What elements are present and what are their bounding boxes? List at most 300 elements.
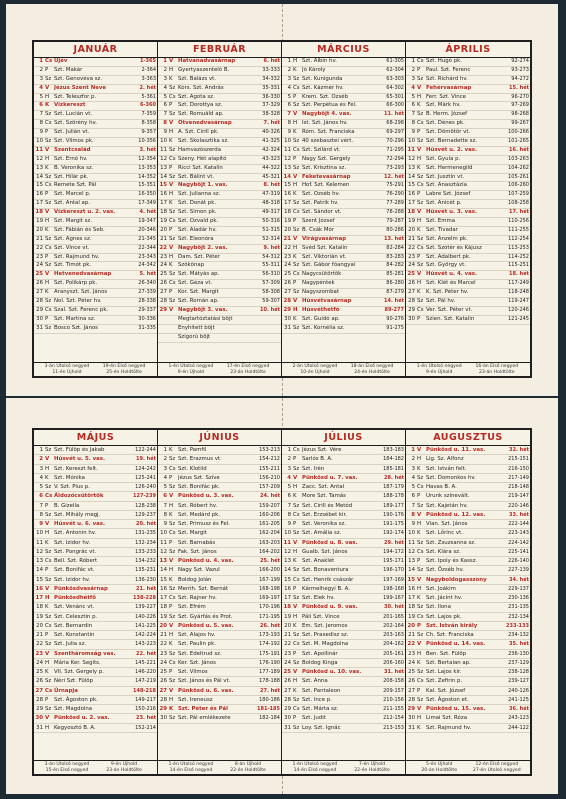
weekday-abbr: Cs xyxy=(417,613,424,620)
weekday-abbr: V xyxy=(293,604,298,611)
day-row xyxy=(158,102,281,111)
day-number: 17 xyxy=(408,595,415,601)
moon-phase: 1-én Utolsó negyed xyxy=(168,364,214,369)
weekday-abbr: H xyxy=(293,120,298,127)
saint-name: Nol. Szt. Péter hv. xyxy=(54,298,102,305)
day-number: 6 xyxy=(163,102,167,109)
saint-name: Szt. Szilárd vt. xyxy=(302,146,341,153)
day-row xyxy=(34,502,157,511)
day-row xyxy=(282,280,405,289)
day-number: 29 xyxy=(407,706,415,712)
day-counter: 57-309 xyxy=(262,280,280,287)
month-column xyxy=(158,430,282,774)
day-counter: 236-130 xyxy=(508,650,529,657)
weekday-abbr: K xyxy=(169,511,173,518)
weekday-abbr: Cs xyxy=(169,93,176,100)
saint-name: Jó Károly xyxy=(302,66,326,73)
weekday-abbr: K xyxy=(45,474,49,481)
saint-name: Szt. Dénes pk. xyxy=(426,120,465,127)
day-row xyxy=(282,548,405,557)
month-column xyxy=(406,430,530,774)
weekday-abbr: P xyxy=(169,289,173,296)
day-counter: 224-142 xyxy=(508,539,529,546)
weekday-abbr: P xyxy=(293,218,297,225)
saint-name: Szt. Timót pk. xyxy=(54,262,92,269)
saint-name: Ferr. Szt. Vince xyxy=(426,93,466,100)
day-number: 17 xyxy=(408,200,415,207)
day-counter: 136-230 xyxy=(135,576,156,583)
saint-name: Húsvéthétfő xyxy=(302,306,340,313)
day-counter: 126-240 xyxy=(135,484,156,490)
saint-name: Szt. Lőrinc vt. xyxy=(426,530,463,537)
weekday-abbr: K xyxy=(45,164,49,171)
saint-name: Vízkereszt u. 2. vas. xyxy=(54,209,116,216)
saint-name: Menth. Szt. Bernát xyxy=(178,585,229,592)
day-counter: 210-156 xyxy=(383,696,404,703)
day-counter: 87-279 xyxy=(386,289,404,296)
day-row xyxy=(158,483,281,492)
day-row xyxy=(158,298,281,307)
day-number: 14 xyxy=(160,173,167,180)
day-counter: 54-312 xyxy=(262,253,280,260)
saint-name: Húsvét u. 4. vas. xyxy=(426,271,478,278)
day-row xyxy=(34,191,157,200)
saint-name: Húsvét u. 2. vas. xyxy=(426,146,478,153)
day-counter: 122-244 xyxy=(135,447,156,453)
weekday-abbr: Sz xyxy=(169,585,176,592)
day-counter: 69-297 xyxy=(386,129,404,136)
day-number: 2 xyxy=(39,66,43,73)
weekday-abbr: V xyxy=(169,120,174,127)
day-row xyxy=(282,465,405,474)
day-counter: 85-281 xyxy=(386,271,404,278)
saint-name: Kor. Szt. Margit xyxy=(178,289,219,296)
day-row xyxy=(158,209,281,218)
day-counter: 106-260 xyxy=(508,182,529,189)
saint-name: Pünkösd u. 11. vas. xyxy=(426,447,486,453)
day-counter: 187-179 xyxy=(383,484,404,490)
day-row xyxy=(282,474,405,483)
day-counter: 3. hét xyxy=(139,146,156,153)
saint-name: Szt. Pantaleon xyxy=(302,687,341,694)
saint-name: Szien. Szt. Katalin xyxy=(426,315,475,322)
day-number: 26 xyxy=(408,280,415,287)
day-number: 15 xyxy=(408,182,415,189)
weekday-abbr: P xyxy=(45,66,49,73)
weekday-abbr: Cs xyxy=(293,706,300,712)
moon-phase: 16-án Első negyed xyxy=(475,364,519,369)
weekday-abbr: Sz xyxy=(169,613,176,620)
weekday-abbr: V xyxy=(417,84,422,91)
saint-name: Em. Szt. Jeromos xyxy=(302,622,348,629)
day-number: 22 xyxy=(159,244,167,251)
day-row xyxy=(406,474,530,483)
saint-name: Szt. György vt. xyxy=(426,262,466,269)
day-number: 22 xyxy=(408,244,415,251)
day-counter: 147-219 xyxy=(135,678,156,685)
weekday-abbr: Cs xyxy=(293,641,300,648)
weekday-abbr: P xyxy=(417,493,421,500)
saint-name: Szt. Aladár hv. xyxy=(178,226,217,233)
saint-name: Szt. Marcel p. xyxy=(54,191,91,198)
saint-name: Szt. Anna xyxy=(302,678,328,685)
weekday-abbr: Sz xyxy=(417,502,424,509)
weekday-abbr: P xyxy=(169,102,173,109)
day-row xyxy=(282,67,405,76)
day-number: 2 xyxy=(287,66,291,73)
weekday-abbr: Sz xyxy=(417,539,424,546)
day-counter: 66-300 xyxy=(386,102,404,109)
day-counter: 70-296 xyxy=(386,138,404,145)
weekday-abbr: Cs xyxy=(45,493,53,500)
day-counter: 206-160 xyxy=(383,659,404,666)
day-row xyxy=(282,483,405,492)
day-number: 16 xyxy=(160,191,167,198)
weekday-abbr: Sz xyxy=(293,164,300,171)
day-number: 19 xyxy=(36,218,43,225)
day-number: 31 xyxy=(284,324,291,331)
moon-phase: 17-én Első negyed xyxy=(226,364,270,369)
day-counter: 15. hét xyxy=(509,84,529,91)
day-counter: 185-181 xyxy=(383,465,404,472)
saint-name: Szt. Jácint hv. xyxy=(426,595,463,601)
saint-name: Szt. Bonaventura xyxy=(302,567,349,574)
day-counter: 62-304 xyxy=(386,66,404,73)
day-counter: 28-338 xyxy=(138,298,156,305)
day-counter: 24-342 xyxy=(138,262,156,269)
day-number: 23 xyxy=(35,650,43,657)
day-number: 28 xyxy=(408,696,415,703)
day-counter: 42-324 xyxy=(262,146,280,153)
day-number: 22 xyxy=(160,641,167,648)
month-title: JÚLIUS xyxy=(282,430,405,446)
moon-phases-note xyxy=(282,760,405,774)
day-number: 8 xyxy=(163,120,167,127)
day-number: 24 xyxy=(284,262,291,269)
day-counter: 3-363 xyxy=(141,75,156,82)
day-row xyxy=(406,254,530,263)
day-row xyxy=(406,687,530,696)
day-number: 19 xyxy=(408,218,415,225)
day-row xyxy=(406,58,530,67)
day-row xyxy=(406,640,530,649)
day-number: 18 xyxy=(35,209,43,216)
day-number: 12 xyxy=(408,548,415,555)
day-row xyxy=(282,668,405,677)
weekday-abbr: K xyxy=(293,687,297,694)
month-column xyxy=(282,42,406,376)
weekday-abbr: K xyxy=(417,164,421,171)
day-number: 8 xyxy=(411,511,415,518)
day-row xyxy=(282,262,405,271)
day-counter: 103-263 xyxy=(508,155,529,162)
weekday-abbr: K xyxy=(293,622,297,629)
day-counter: 13. hét xyxy=(384,235,404,242)
day-row xyxy=(406,200,530,209)
day-row xyxy=(158,111,281,120)
weekday-abbr: K xyxy=(293,315,297,322)
saint-name: Szt. Primusz és Fel. xyxy=(178,521,230,527)
day-row xyxy=(282,511,405,520)
day-row xyxy=(406,174,530,183)
saint-name: Szigorú böjt xyxy=(178,333,211,340)
day-number: 10 xyxy=(284,530,291,537)
day-counter: 168-198 xyxy=(259,585,280,592)
day-counter: 175-191 xyxy=(259,650,280,657)
day-row xyxy=(158,236,281,245)
moon-phase: 9-én Újhold xyxy=(177,370,205,375)
day-number: 6 xyxy=(39,493,43,500)
day-number: 16 xyxy=(35,585,43,592)
saint-name: Svéd Szt. Katalin xyxy=(302,244,348,251)
day-counter: 15-351 xyxy=(138,182,156,189)
calendar-sheet-top xyxy=(6,4,558,396)
weekday-abbr: P xyxy=(293,585,297,592)
day-row xyxy=(282,316,405,325)
saint-name: Szt. Patrik hv. xyxy=(302,200,339,207)
day-counter: 220-146 xyxy=(508,502,529,509)
weekday-abbr: K xyxy=(169,262,173,269)
saint-name: Szt. Cirill és Metód xyxy=(302,502,353,509)
saint-name: Szt. Kornélia sz. xyxy=(302,324,345,331)
day-row xyxy=(282,325,405,334)
saint-name: B. Csák Mór xyxy=(302,226,335,233)
day-number: 11 xyxy=(36,539,43,546)
saint-name: Szt. Ágoston pk. xyxy=(54,696,98,703)
day-number: 29 xyxy=(36,306,43,313)
weekday-abbr: Cs xyxy=(293,447,300,453)
weekday-abbr: Cs xyxy=(169,155,176,162)
day-counter: 226-140 xyxy=(508,558,529,564)
day-counter: 227-139 xyxy=(508,567,529,574)
day-number: 31 xyxy=(408,724,415,731)
day-row xyxy=(282,705,405,714)
day-row xyxy=(34,650,157,659)
saint-name: Szt. Fülöp és Jakab xyxy=(54,447,105,453)
day-row xyxy=(282,492,405,501)
day-number: 26 xyxy=(408,678,415,685)
day-counter: 125-241 xyxy=(135,474,156,481)
saint-name: More Szt. Tamás xyxy=(302,493,346,500)
weekday-abbr: Sz xyxy=(45,641,52,648)
day-row xyxy=(406,465,530,474)
day-number: 14 xyxy=(408,567,415,574)
day-row xyxy=(282,613,405,622)
weekday-abbr: K xyxy=(417,595,421,601)
saint-name: Szt. Margit xyxy=(178,530,207,537)
day-counter: 38-328 xyxy=(262,111,280,118)
moon-phase: 1-én Utolsó negyed xyxy=(292,762,338,767)
day-row xyxy=(406,603,530,612)
saint-name: Szt. Irén xyxy=(302,465,325,472)
day-row xyxy=(158,325,281,334)
saint-name: Húsvétvasárnap xyxy=(302,298,352,305)
day-number: 22 xyxy=(407,641,415,648)
day-row xyxy=(34,102,157,111)
day-counter: 162-204 xyxy=(259,530,280,537)
weekday-abbr: K xyxy=(417,724,421,731)
day-counter: 89-277 xyxy=(384,306,404,313)
saint-name: Szt. Jusztin vt. xyxy=(426,173,465,180)
day-counter: 31-335 xyxy=(138,324,156,331)
moon-phase: 2-án Utolsó negyed xyxy=(292,364,338,369)
day-number: 16 xyxy=(36,191,43,198)
weekday-abbr: Sz xyxy=(45,447,52,453)
weekday-abbr: Sz xyxy=(417,111,424,118)
day-row xyxy=(282,455,405,464)
weekday-abbr: Sz xyxy=(293,138,300,145)
weekday-abbr: Sz xyxy=(417,604,424,611)
weekday-abbr: K xyxy=(417,226,421,233)
day-number: 2 xyxy=(163,66,167,73)
day-number: 18 xyxy=(36,604,43,611)
day-row xyxy=(34,67,157,76)
day-counter: 146-220 xyxy=(135,669,156,675)
saint-name: Pünkösd u. 2. vas. xyxy=(54,715,110,722)
saint-name: Szt. Praxedisz sz. xyxy=(302,632,349,638)
moon-phase: 10-én Újhold xyxy=(300,370,330,375)
saint-name: Szt. Klotild xyxy=(178,465,207,472)
day-counter: 108-258 xyxy=(508,200,529,207)
day-counter: 101-265 xyxy=(508,138,529,145)
day-row xyxy=(34,254,157,263)
day-number: 15 xyxy=(36,576,43,583)
day-number: 15 xyxy=(284,576,291,583)
weekday-abbr: Cs xyxy=(417,678,424,685)
day-row xyxy=(158,613,281,622)
saint-name: Szentháromság vas. xyxy=(54,650,116,657)
day-counter: 20. hét xyxy=(136,521,156,527)
saint-name: Pünkösd u. 4. vas. xyxy=(178,558,234,564)
saint-name: Szal. Szt. Ferenc pk. xyxy=(54,306,109,313)
saint-name: Bell. Szt. Róbert xyxy=(54,558,98,564)
day-row xyxy=(406,548,530,557)
saint-name: Szt. Gyula p. xyxy=(426,155,461,162)
weekday-abbr: P xyxy=(45,129,49,136)
day-row xyxy=(158,156,281,165)
weekday-abbr: H xyxy=(45,724,50,731)
weekday-abbr: Sz xyxy=(417,173,424,180)
day-counter: 10-356 xyxy=(138,138,156,145)
day-row xyxy=(34,631,157,640)
weekday-abbr: P xyxy=(45,191,49,198)
day-counter: 36-330 xyxy=(262,93,280,100)
day-number: 2 xyxy=(39,456,43,463)
month-column xyxy=(34,42,158,376)
saint-name: Szt. Bonifác pk. xyxy=(178,484,220,490)
day-row xyxy=(406,492,530,501)
saint-name: Aranyszt. Szt. János xyxy=(54,289,108,296)
day-counter: 199-167 xyxy=(383,595,404,601)
saint-name: Krem. Szt. Özséb xyxy=(302,93,349,100)
saint-name: Szt. Eleonóra xyxy=(178,235,214,242)
day-counter: 135-231 xyxy=(135,567,156,574)
day-number: 13 xyxy=(408,558,415,564)
day-number: 5 xyxy=(163,484,167,490)
day-counter: 112-254 xyxy=(508,235,529,242)
day-counter: 104-262 xyxy=(508,164,529,171)
saint-name: Szt. Kajetán hv. xyxy=(426,502,468,509)
day-counter: 121-245 xyxy=(508,315,529,322)
weekday-abbr: Sz xyxy=(45,484,52,490)
weekday-abbr: H xyxy=(169,696,174,703)
day-row xyxy=(282,58,405,67)
day-number: 21 xyxy=(36,632,43,638)
weekday-abbr: P xyxy=(293,650,297,657)
day-row xyxy=(158,218,281,227)
day-counter: 190-176 xyxy=(383,511,404,518)
day-counter: 45-321 xyxy=(262,173,280,180)
day-number: 23 xyxy=(284,253,291,260)
day-row xyxy=(158,474,281,483)
day-counter: 8-358 xyxy=(141,120,156,127)
day-counter: 84-282 xyxy=(386,262,404,269)
weekday-abbr: Sz xyxy=(293,502,300,509)
weekday-abbr: H xyxy=(293,244,298,251)
day-row xyxy=(282,640,405,649)
day-row xyxy=(406,576,530,585)
saint-name: Szt. Richárd hv. xyxy=(426,75,468,82)
day-row xyxy=(406,724,530,733)
day-counter: 40-326 xyxy=(262,129,280,136)
day-counter: 47-319 xyxy=(262,191,280,198)
day-row xyxy=(282,687,405,696)
day-row xyxy=(282,227,405,236)
weekday-abbr: P xyxy=(417,129,421,136)
moon-phase: 20-án Holdtölte xyxy=(421,768,458,773)
day-row xyxy=(406,520,530,529)
weekday-abbr: P xyxy=(169,604,173,611)
day-number: 28 xyxy=(160,696,167,703)
weekday-abbr: Cs xyxy=(417,182,424,189)
day-number: 3 xyxy=(163,75,167,82)
saint-name: Szt. Domonkos hv. xyxy=(426,474,476,481)
day-counter: 44-322 xyxy=(262,164,280,171)
day-number: 4 xyxy=(287,84,291,91)
day-row xyxy=(282,85,405,94)
day-number: 29 xyxy=(408,306,415,313)
weekday-abbr: K xyxy=(169,447,173,453)
saint-name: Pünkösd u. 10. vas. xyxy=(302,669,362,675)
saint-name: Szt. Fábián és Seb. xyxy=(54,226,105,233)
saint-name: Gualb. Szt. János xyxy=(302,548,348,555)
moon-phase: 25-én Holdtölte xyxy=(106,370,142,375)
weekday-abbr: K xyxy=(293,129,297,136)
saint-name: Szt. Erzsébet kir. xyxy=(302,511,347,518)
moon-phase: 1-én Utolsó negyed xyxy=(168,762,214,767)
weekday-abbr: K xyxy=(45,539,49,546)
day-counter: 140-226 xyxy=(135,613,156,620)
day-number: 20 xyxy=(284,622,291,629)
saint-name: Szt. Antal ap. xyxy=(54,200,90,207)
day-counter: 233-133 xyxy=(506,622,529,629)
day-counter: 91-275 xyxy=(386,324,404,331)
day-row xyxy=(406,147,530,156)
day-number: 9 xyxy=(287,129,291,136)
day-row xyxy=(34,705,157,714)
day-number: 19 xyxy=(160,218,167,225)
day-counter: 180-186 xyxy=(259,696,280,703)
weekday-abbr: Sz xyxy=(169,298,176,305)
saint-name: Szt. Skolasztika sz. xyxy=(178,138,229,145)
weekday-abbr: H xyxy=(417,585,422,592)
saint-name: Szt. Julián vt. xyxy=(54,129,90,136)
day-counter: 24. hét xyxy=(260,493,280,500)
day-row xyxy=(406,557,530,566)
day-counter: 240-126 xyxy=(508,687,529,694)
day-row xyxy=(34,174,157,183)
weekday-abbr: H xyxy=(45,465,50,472)
